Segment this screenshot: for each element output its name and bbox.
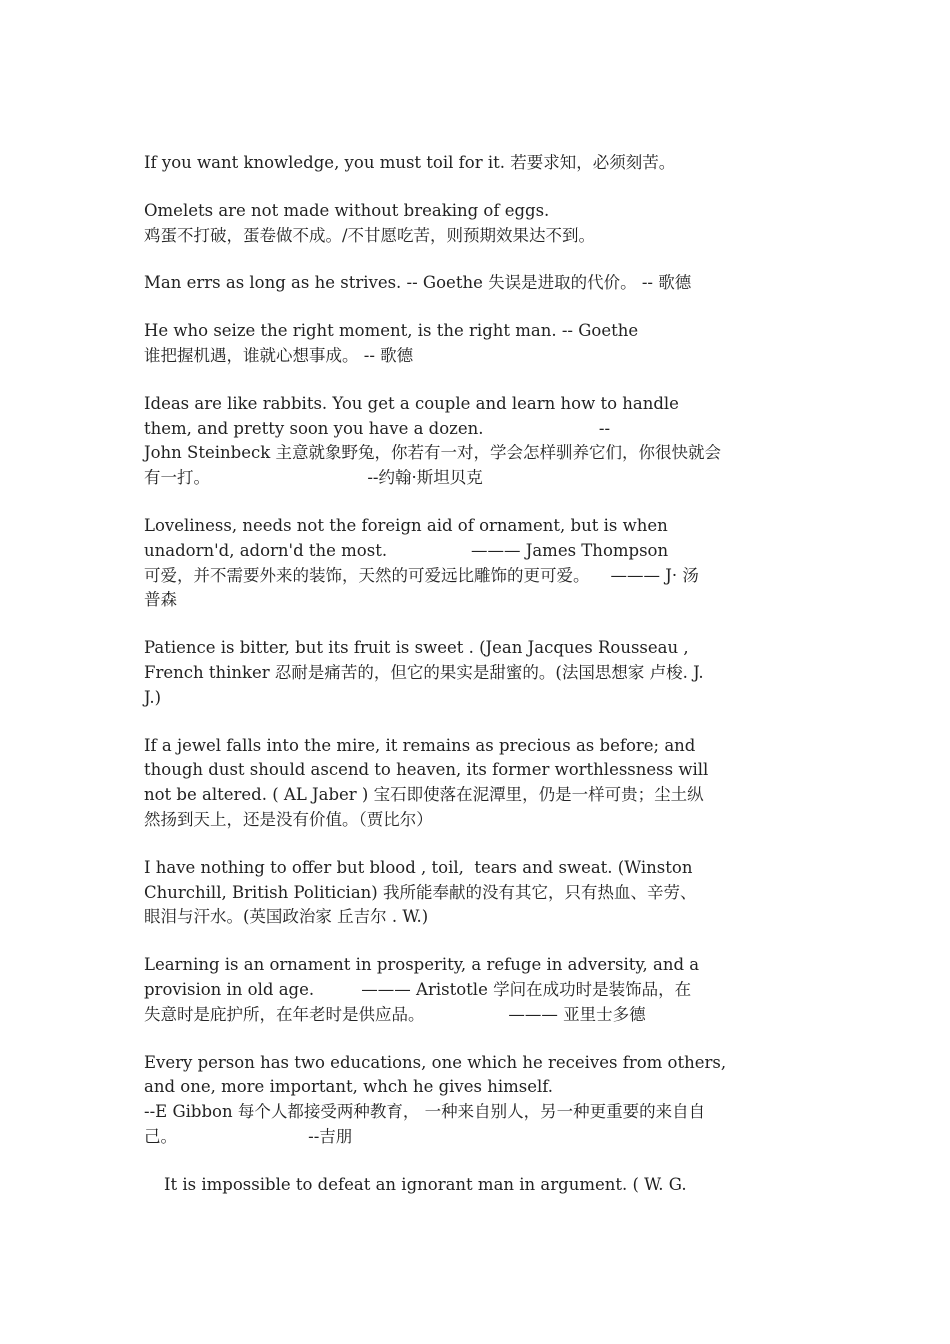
quote-line: them, and pretty soon you have a dozen. -- <box>144 418 611 438</box>
quote-line: 谁把握机遇，谁就心想事成。 -- 歌德 <box>144 345 414 365</box>
quotes-body <box>144 151 810 1221</box>
quote-line: I have nothing to offer but blood , toil, tears and sweat. (Winston <box>144 857 693 877</box>
quote-line: Patience is bitter, but its fruit is sweet . (Jean Jacques Rousseau , <box>144 638 689 658</box>
quote-line: French thinker 忍耐是痛苦的，但它的果实是甜蜜的。(法国思想家 卢梭. J. <box>144 662 704 682</box>
quote-line: Every person has two educations, one which he receives from others, <box>144 1052 727 1072</box>
quote-line: though dust should ascend to heaven, its former worthlessness will <box>144 760 709 780</box>
quote-line: 有一打。 --约翰·斯坦贝克 <box>144 468 483 488</box>
quote-line: Churchill, British Politician) 我所能奉献的没有其它，只有热血、辛劳、 <box>144 882 697 902</box>
quote-line: not be altered. ( AL Jaber ) 宝石即使落在泥潭里，仍是一样可贵；尘土纵 <box>144 785 704 805</box>
quote-line: --E Gibbon 每个人都接受两种教育， 一种来自别人，另一种更重要的来自自 <box>144 1102 706 1122</box>
quote-block <box>144 1051 810 1150</box>
quote-line: Omelets are not made without breaking of eggs. <box>144 200 550 220</box>
quote-line: and one, more important, whch he gives himself. <box>144 1077 554 1097</box>
quote-line: Learning is an ornament in prosperity, a refuge in adversity, and a <box>144 955 700 975</box>
quote-line: 鸡蛋不打破，蛋卷做不成。/不甘愿吃苦，则预期效果达不到。 <box>144 225 596 245</box>
quote-block <box>144 392 810 491</box>
quote-block <box>144 319 810 369</box>
quote-line: Loveliness, needs not the foreign aid of ornament, but is when <box>144 515 668 535</box>
quote-block <box>144 151 810 176</box>
quote-line: Ideas are like rabbits. You get a couple and learn how to handle <box>144 393 679 413</box>
quote-line: 可爱，并不需要外来的装饰，天然的可爱远比雕饰的更可爱。 ——— J· 汤 <box>144 565 699 585</box>
quote-line: If a jewel falls into the mire, it remains as precious as before; and <box>144 735 696 755</box>
quote-block <box>144 514 810 613</box>
quote-line: He who seize the right moment, is the right man. -- Goethe <box>144 321 639 341</box>
quote-block <box>144 271 810 296</box>
quote-line: 己。 --吉朋 <box>144 1126 353 1146</box>
quote-line: 失意时是庇护所，在年老时是供应品。 ——— 亚里士多德 <box>144 1004 646 1024</box>
quote-line: J.) <box>144 687 162 707</box>
quote-line: John Steinbeck 主意就象野兔，你若有一对，学会怎样驯养它们，你很快就会 <box>144 443 721 463</box>
quote-line: 眼泪与汗水。(英国政治家 丘吉尔 . W.) <box>144 907 429 927</box>
quote-line: provision in old age. ——— Aristotle 学问在成功时是装饰品，在 <box>144 979 692 999</box>
quote-block <box>144 636 810 710</box>
quote-line: 然扬到天上，还是没有价值。（贾比尔） <box>144 809 433 829</box>
quote-block <box>144 953 810 1027</box>
quote-line: 普森 <box>144 590 177 610</box>
quote-line: It is impossible to defeat an ignorant man in argument. ( W. G. <box>164 1174 687 1194</box>
quote-block <box>164 1173 810 1198</box>
quote-line: If you want knowledge, you must toil for it. 若要求知，必须刻苦。 <box>144 153 676 172</box>
quote-block <box>144 734 810 833</box>
quote-block <box>144 856 810 930</box>
quote-line: unadorn'd, adorn'd the most. ——— James Thompson <box>144 540 669 560</box>
quote-line: Man errs as long as he strives. -- Goethe 失误是进取的代价。 -- 歌德 <box>144 273 692 293</box>
quote-block <box>144 199 810 249</box>
